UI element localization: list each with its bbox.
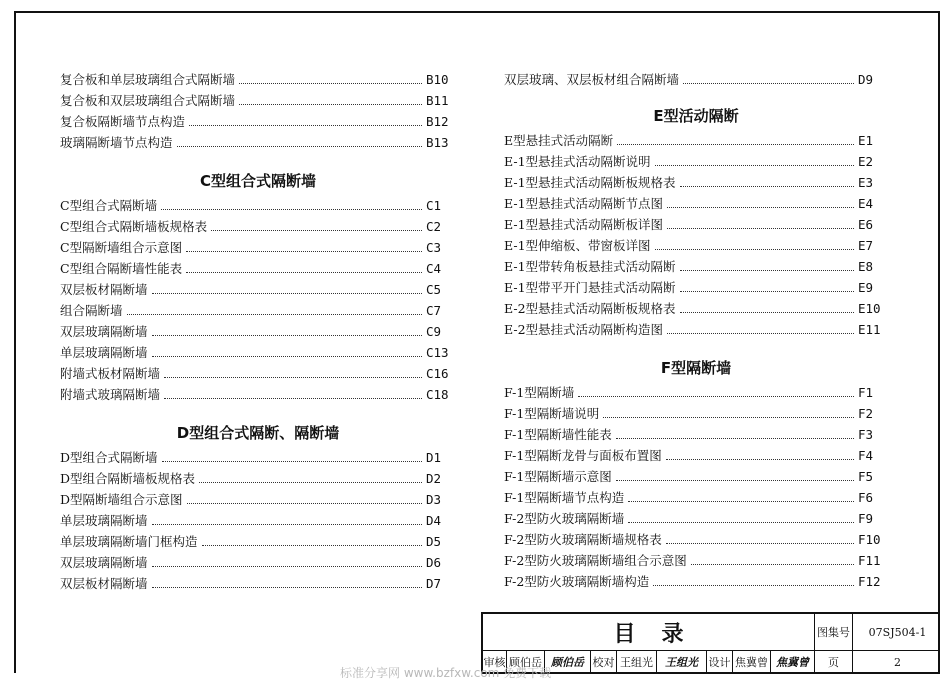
toc-entry: [60, 70, 456, 91]
atlas-number: 07SJ504-1: [868, 625, 927, 639]
toc-entry: [60, 469, 456, 490]
dot-leader: [164, 377, 422, 378]
toc-entry-title: E-1型悬挂式活动隔断说明: [504, 154, 651, 169]
toc-entry: [504, 278, 888, 299]
toc-entry-title: F-1型隔断墙说明: [504, 406, 600, 421]
toc-entry: [504, 215, 888, 236]
toc-entry-page: D7: [426, 576, 442, 591]
toc-entry: [60, 238, 456, 259]
drawing-title: 目录: [483, 614, 815, 650]
toc-entry-title: 单层玻璃隔断墙: [60, 513, 148, 528]
dot-leader: [162, 461, 422, 462]
section-heading-d: D型组合式隔断、隔断墙: [176, 424, 340, 442]
dot-leader: [186, 251, 422, 252]
dot-leader: [603, 417, 854, 418]
dot-leader: [127, 314, 422, 315]
dot-leader: [177, 146, 422, 147]
toc-entry-title: E-2型悬挂式活动隔断构造图: [504, 322, 664, 337]
dot-leader: [680, 186, 854, 187]
dot-leader: [655, 249, 854, 250]
dot-leader: [666, 543, 854, 544]
toc-entry-title: E-1型悬挂式活动隔断板详图: [504, 217, 664, 232]
toc-list-f: [504, 383, 888, 593]
toc-entry-page: D3: [426, 492, 442, 507]
toc-entry-page: E8: [858, 259, 874, 274]
toc-entry-title: 玻璃隔断墙节点构造: [60, 135, 173, 150]
toc-entry-page: F12: [858, 574, 881, 589]
toc-entry: [60, 343, 456, 364]
toc-entry-page: C9: [426, 324, 442, 339]
toc-entry: [504, 299, 888, 320]
toc-entry-title: E型悬挂式活动隔断: [504, 133, 614, 148]
dot-leader: [211, 230, 422, 231]
toc-entry: [504, 173, 888, 194]
reviewer-signature: 顾伯岳: [545, 650, 591, 674]
toc-entry: [504, 404, 888, 425]
toc-entry-page: C13: [426, 345, 449, 360]
toc-entry: [60, 574, 456, 595]
designer-name: 焦冀曾: [733, 650, 771, 674]
toc-entry-page: C18: [426, 387, 449, 402]
dot-leader: [189, 125, 422, 126]
dot-leader: [667, 333, 854, 334]
toc-entry-title: F-1型隔断龙骨与面板布置图: [504, 448, 662, 463]
toc-entry: [504, 467, 888, 488]
toc-entry-page: C1: [426, 198, 442, 213]
toc-entry-page: B12: [426, 114, 449, 129]
toc-entry-title: 单层玻璃隔断墙门框构造: [60, 534, 198, 549]
design-label: 设计: [707, 650, 733, 674]
toc-entry-title: E-1型悬挂式活动隔断节点图: [504, 196, 664, 211]
dot-leader: [666, 459, 854, 460]
toc-left-column: [60, 70, 456, 595]
toc-entry-title: D型组合隔断墙板规格表: [60, 471, 196, 486]
dot-leader: [653, 585, 854, 586]
toc-entry-page: F3: [858, 427, 874, 442]
toc-entry-page: C4: [426, 261, 442, 276]
dot-leader: [152, 356, 422, 357]
toc-list-d-cont: [504, 70, 888, 91]
toc-entry-page: D1: [426, 450, 442, 465]
watermark: 标准分享网 www.bzfxw.com 免费下载: [340, 666, 552, 680]
toc-entry-title: E-2型悬挂式活动隔断板规格表: [504, 301, 676, 316]
dot-leader: [617, 144, 854, 145]
dot-leader: [202, 545, 422, 546]
dot-leader: [161, 209, 422, 210]
toc-entry: [60, 91, 456, 112]
toc-entry: [60, 259, 456, 280]
toc-entry-page: C2: [426, 219, 442, 234]
dot-leader: [152, 524, 422, 525]
check-label: 校对: [591, 650, 617, 674]
dot-leader: [667, 207, 854, 208]
toc-entry: [60, 448, 456, 469]
toc-entry-title: F-2型防火玻璃隔断墙组合示意图: [504, 553, 687, 568]
dot-leader: [691, 564, 854, 565]
dot-leader: [199, 482, 422, 483]
toc-entry-page: F5: [858, 469, 874, 484]
toc-entry-page: B10: [426, 72, 449, 87]
dot-leader: [680, 291, 854, 292]
toc-entry-page: E9: [858, 280, 874, 295]
toc-entry-page: F9: [858, 511, 874, 526]
toc-entry-title: E-1型带转角板悬挂式活动隔断: [504, 259, 676, 274]
toc-entry: [504, 509, 888, 530]
toc-entry-page: F6: [858, 490, 874, 505]
toc-entry: [60, 322, 456, 343]
dot-leader: [152, 566, 422, 567]
toc-entry-page: E4: [858, 196, 874, 211]
toc-entry: [60, 385, 456, 406]
toc-entry-page: F1: [858, 385, 874, 400]
reviewer-name: 顾伯岳: [507, 650, 545, 674]
toc-entry: [504, 194, 888, 215]
dot-leader: [152, 335, 422, 336]
toc-entry-title: F-1型隔断墙节点构造: [504, 490, 625, 505]
toc-right-column: [504, 70, 888, 593]
toc-entry-page: F10: [858, 532, 881, 547]
toc-entry: [504, 152, 888, 173]
toc-entry-title: D型组合式隔断墙: [60, 450, 158, 465]
toc-entry-page: E10: [858, 301, 881, 316]
toc-entry: [504, 446, 888, 467]
atlas-label: 图集号: [815, 614, 853, 650]
toc-entry-page: E2: [858, 154, 874, 169]
dot-leader: [152, 293, 422, 294]
toc-entry-page: C5: [426, 282, 442, 297]
toc-entry-title: 单层玻璃隔断墙: [60, 345, 148, 360]
toc-entry: [504, 551, 888, 572]
toc-entry-title: 双层板材隔断墙: [60, 576, 148, 591]
dot-leader: [187, 503, 422, 504]
toc-entry: [60, 280, 456, 301]
dot-leader: [680, 312, 854, 313]
toc-entry: [60, 112, 456, 133]
toc-entry-page: D6: [426, 555, 442, 570]
toc-entry-page: D5: [426, 534, 442, 549]
toc-entry: [60, 301, 456, 322]
checker-name: 王组光: [617, 650, 657, 674]
review-label: 审核: [483, 650, 507, 674]
toc-entry-page: E1: [858, 133, 874, 148]
dot-leader: [628, 522, 854, 523]
toc-list-b: [60, 70, 456, 154]
dot-leader: [152, 587, 422, 588]
dot-leader: [667, 228, 854, 229]
dot-leader: [655, 165, 854, 166]
dot-leader: [239, 83, 422, 84]
toc-list-e: [504, 131, 888, 341]
toc-entry: [504, 70, 888, 91]
toc-entry-title: 双层玻璃隔断墙: [60, 555, 148, 570]
section-heading-c: C型组合式隔断墙: [199, 172, 316, 190]
toc-entry-page: F4: [858, 448, 874, 463]
toc-entry: [60, 490, 456, 511]
toc-entry: [504, 488, 888, 509]
toc-entry-title: F-1型隔断墙性能表: [504, 427, 612, 442]
toc-entry: [504, 257, 888, 278]
toc-entry: [60, 532, 456, 553]
toc-entry-page: E3: [858, 175, 874, 190]
dot-leader: [239, 104, 422, 105]
toc-entry-page: F11: [858, 553, 881, 568]
toc-entry-title: 附墙式板材隔断墙: [60, 366, 161, 381]
designer-signature: 焦冀曾: [771, 650, 815, 674]
toc-entry-page: E11: [858, 322, 881, 337]
toc-entry-title: F-2型防火玻璃隔断墙规格表: [504, 532, 662, 547]
dot-leader: [616, 480, 854, 481]
toc-entry-title: 复合板和双层玻璃组合式隔断墙: [60, 93, 236, 108]
toc-entry-page: D9: [858, 72, 874, 87]
toc-entry: [504, 425, 888, 446]
page-label: 页: [815, 650, 853, 674]
toc-entry: [60, 217, 456, 238]
toc-entry-title: F-2型防火玻璃隔断墙: [504, 511, 625, 526]
checker-signature: 王组光: [657, 650, 707, 674]
toc-entry-title: 复合板和单层玻璃组合式隔断墙: [60, 72, 236, 87]
toc-entry-title: C型组合式隔断墙板规格表: [60, 219, 208, 234]
toc-entry: [504, 236, 888, 257]
toc-entry-page: E6: [858, 217, 874, 232]
dot-leader: [628, 501, 854, 502]
toc-entry-title: F-1型隔断墙示意图: [504, 469, 612, 484]
toc-entry-title: 附墙式玻璃隔断墙: [60, 387, 161, 402]
toc-entry-page: C7: [426, 303, 442, 318]
toc-entry-title: E-1型带平开门悬挂式活动隔断: [504, 280, 676, 295]
section-heading-e: E型活动隔断: [653, 107, 739, 125]
toc-entry-page: F2: [858, 406, 874, 421]
page-number: 2: [894, 655, 901, 669]
toc-list-c: [60, 196, 456, 406]
dot-leader: [578, 396, 854, 397]
toc-entry-title: D型隔断墙组合示意图: [60, 492, 183, 507]
toc-entry-title: E-1型伸缩板、带窗板详图: [504, 238, 651, 253]
toc-entry-page: D2: [426, 471, 442, 486]
toc-entry-title: 双层板材隔断墙: [60, 282, 148, 297]
toc-entry-title: C型组合隔断墙性能表: [60, 261, 183, 276]
toc-entry: [60, 196, 456, 217]
toc-entry-page: C16: [426, 366, 449, 381]
toc-entry-page: B11: [426, 93, 449, 108]
dot-leader: [683, 83, 854, 84]
toc-entry-title: 双层玻璃、双层板材组合隔断墙: [504, 72, 680, 87]
toc-entry: [60, 511, 456, 532]
toc-entry-title: E-1型悬挂式活动隔断板规格表: [504, 175, 676, 190]
toc-entry: [504, 383, 888, 404]
toc-entry: [504, 572, 888, 593]
toc-entry-title: C型组合式隔断墙: [60, 198, 158, 213]
toc-entry-title: 双层玻璃隔断墙: [60, 324, 148, 339]
toc-entry-page: C3: [426, 240, 442, 255]
dot-leader: [680, 270, 854, 271]
toc-entry-title: C型隔断墙组合示意图: [60, 240, 183, 255]
toc-entry: [60, 364, 456, 385]
toc-entry-page: E7: [858, 238, 874, 253]
toc-entry-title: 复合板隔断墙节点构造: [60, 114, 186, 129]
toc-entry: [504, 131, 888, 152]
toc-entry: [60, 133, 456, 154]
toc-entry-title: F-1型隔断墙: [504, 385, 575, 400]
toc-entry-title: F-2型防火玻璃隔断墙构造: [504, 574, 650, 589]
toc-entry: [504, 530, 888, 551]
dot-leader: [186, 272, 422, 273]
dot-leader: [616, 438, 854, 439]
toc-list-d: [60, 448, 456, 595]
dot-leader: [164, 398, 422, 399]
toc-entry-title: 组合隔断墙: [60, 303, 123, 318]
toc-entry: [504, 320, 888, 341]
toc-entry: [60, 553, 456, 574]
toc-entry-page: B13: [426, 135, 449, 150]
section-heading-f: F型隔断墙: [660, 359, 732, 377]
toc-entry-page: D4: [426, 513, 442, 528]
